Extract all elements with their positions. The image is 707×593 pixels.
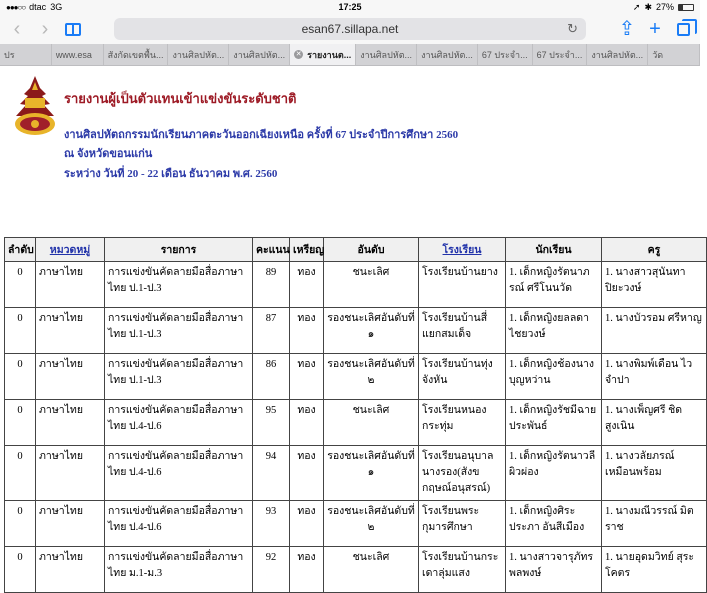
browser-tab[interactable]: งานศิลปหัต... — [356, 44, 417, 65]
location-icon: ➚ — [632, 1, 641, 12]
order-cell: 0 — [5, 501, 36, 547]
medal-cell: ทอง — [290, 501, 324, 547]
location-subtitle: ณ จังหวัดขอนแก่น — [64, 148, 153, 160]
teacher-cell: 1. นางพิมพ์เดือน ไวจำปา — [602, 354, 707, 400]
table-row — [5, 354, 707, 400]
score-cell: 92 — [253, 547, 290, 593]
col-header-teacher: ครู — [602, 238, 707, 262]
rank-cell: รองชนะเลิศอันดับที่ ๒ — [324, 501, 419, 547]
url-text: esan67.sillapa.net — [301, 22, 399, 36]
score-cell: 94 — [253, 446, 290, 501]
battery-percent: 27% — [655, 2, 674, 12]
bluetooth-icon: ✱ — [644, 1, 652, 12]
rank-cell: ชนะเลิศ — [324, 262, 419, 308]
medal-cell: ทอง — [290, 547, 324, 593]
col-header-rank: อันดับ — [324, 238, 419, 262]
student-cell: 1. นางสาวจารุภัทร พลพงษ์ — [506, 547, 602, 593]
item-cell: การแข่งขันคัดลายมือสื่อภาษาไทย ป.1-ป.3 — [105, 262, 253, 308]
table-row — [5, 501, 707, 547]
school-cell: โรงเรียนอนุบาลนางรอง(สังขกฤษณ์อนุสรณ์) — [419, 446, 506, 501]
student-cell: 1. เด็กหญิงช้องนาง บุญหว่าน — [506, 354, 602, 400]
medal-cell: ทอง — [290, 446, 324, 501]
category-cell: ภาษาไทย — [36, 354, 105, 400]
browser-tab[interactable]: www.esa — [52, 44, 104, 65]
new-tab-button[interactable]: + — [649, 18, 661, 40]
col-header-order: ลำดับ — [5, 238, 36, 262]
tabs-overview-button[interactable] — [672, 18, 694, 40]
report-header — [0, 66, 700, 180]
school-cell: โรงเรียนบ้านกระเดาลุ่มแสง — [419, 547, 506, 593]
tabs-icon — [677, 23, 690, 36]
browser-tab[interactable]: ปร — [0, 44, 52, 65]
col-header-score: คะแนน — [253, 238, 290, 262]
category-cell: ภาษาไทย — [36, 262, 105, 308]
col-header-item: รายการ — [105, 238, 253, 262]
rank-cell: รองชนะเลิศอันดับที่ ๑ — [324, 308, 419, 354]
score-cell: 93 — [253, 501, 290, 547]
score-cell: 89 — [253, 262, 290, 308]
browser-toolbar — [0, 14, 700, 44]
signal-icon: ●●●○○ — [6, 2, 26, 12]
score-cell: 87 — [253, 308, 290, 354]
network-label: 3G — [50, 2, 63, 12]
browser-tab[interactable]: งานศิลปหัต... — [587, 44, 648, 65]
school-cell: โรงเรียนบ้านทุ่งจังหัน — [419, 354, 506, 400]
logo-icon — [12, 74, 58, 138]
teacher-cell: 1. นางเพ็ญศรี ชิดสูงเนิน — [602, 400, 707, 446]
forward-button[interactable]: › — [41, 18, 49, 40]
browser-tab[interactable]: 67 ประจำ... — [478, 44, 533, 65]
col-header-school[interactable]: โรงเรียน — [419, 238, 506, 262]
col-header-student: นักเรียน — [506, 238, 602, 262]
order-cell: 0 — [5, 308, 36, 354]
browser-tab-active[interactable] — [290, 44, 356, 65]
item-cell: การแข่งขันคัดลายมือสื่อภาษาไทย ป.4-ป.6 — [105, 400, 253, 446]
reload-icon[interactable]: ↻ — [567, 21, 578, 36]
table-row — [5, 446, 707, 501]
score-cell: 95 — [253, 400, 290, 446]
address-bar[interactable] — [114, 18, 586, 40]
order-cell: 0 — [5, 262, 36, 308]
share-button[interactable]: ⇪ — [618, 18, 636, 40]
school-cell: โรงเรียนหนองกระทุ่ม — [419, 400, 506, 446]
item-cell: การแข่งขันคัดลายมือสื่อภาษาไทย ป.4-ป.6 — [105, 446, 253, 501]
item-cell: การแข่งขันคัดลายมือสื่อภาษาไทย ป.4-ป.6 — [105, 501, 253, 547]
teacher-cell: 1. นางมณีวรรณ์ มิตราช — [602, 501, 707, 547]
rank-cell: รองชนะเลิศอันดับที่ ๒ — [324, 354, 419, 400]
col-header-medal: เหรียญ — [290, 238, 324, 262]
student-cell: 1. เด็กหญิงรัตนาวลี ผิวผ่อง — [506, 446, 602, 501]
table-row — [5, 547, 707, 593]
item-cell: การแข่งขันคัดลายมือสื่อภาษาไทย ป.1-ป.3 — [105, 308, 253, 354]
table-row — [5, 400, 707, 446]
item-cell: การแข่งขันคัดลายมือสื่อภาษาไทย ป.1-ป.3 — [105, 354, 253, 400]
student-cell: 1. เด็กหญิงยลลดา ไชยวงษ์ — [506, 308, 602, 354]
browser-tab[interactable]: งานศิลปหัต... — [168, 44, 229, 65]
carrier-label: dtac — [29, 2, 47, 12]
order-cell: 0 — [5, 354, 36, 400]
medal-cell: ทอง — [290, 400, 324, 446]
rank-cell: รองชนะเลิศอันดับที่ ๑ — [324, 446, 419, 501]
medal-cell: ทอง — [290, 262, 324, 308]
tab-bar — [0, 44, 700, 66]
category-cell: ภาษาไทย — [36, 308, 105, 354]
score-cell: 86 — [253, 354, 290, 400]
medal-cell: ทอง — [290, 308, 324, 354]
student-cell: 1. เด็กหญิงรัชมีฉาย ประพันธ์ — [506, 400, 602, 446]
item-cell: การแข่งขันคัดลายมือสื่อภาษาไทย ม.1-ม.3 — [105, 547, 253, 593]
clock: 17:25 — [338, 2, 362, 12]
page-title: รายงานผู้เป็นตัวแทนเข้าแข่งขันระดับชาติ — [64, 91, 297, 106]
order-cell: 0 — [5, 400, 36, 446]
order-cell: 0 — [5, 446, 36, 501]
teacher-cell: 1. นางวลัยภรณ์ เหมือนพร้อม — [602, 446, 707, 501]
teacher-cell: 1. นางบัวรอม ศรีหาญ — [602, 308, 707, 354]
school-cell: โรงเรียนบ้านยาง — [419, 262, 506, 308]
category-cell: ภาษาไทย — [36, 547, 105, 593]
school-cell: โรงเรียนพระกุมารศึกษา — [419, 501, 506, 547]
status-bar — [0, 0, 700, 14]
rank-cell: ชนะเลิศ — [324, 547, 419, 593]
close-tab-icon[interactable]: ✕ — [295, 51, 302, 58]
table-row — [5, 308, 707, 354]
school-cell: โรงเรียนบ้านสี่แยกสมเด็จ — [419, 308, 506, 354]
date-subtitle: ระหว่าง วันที่ 20 - 22 เดือน ธันวาคม พ.ศ. 2560 — [64, 168, 278, 180]
col-header-category[interactable]: หมวดหมู่ — [36, 238, 105, 262]
book-icon — [65, 23, 81, 36]
table-header-row — [5, 238, 707, 262]
student-cell: 1. เด็กหญิงศิระประภา อันสีเมือง — [506, 501, 602, 547]
tab-title: รายงานต... — [307, 49, 352, 60]
back-button[interactable]: ‹ — [13, 18, 21, 40]
table-row — [5, 262, 707, 308]
category-cell: ภาษาไทย — [36, 446, 105, 501]
event-subtitle: งานศิลปหัตถกรรมนักเรียนภาคตะวันออกเฉียงเหนือ ครั้งที่ 67 ประจำปีการศึกษา 2560 — [64, 129, 459, 141]
teacher-cell: 1. นายอุดมวิทย์ สุระโคตร — [602, 547, 707, 593]
web-page — [0, 66, 702, 579]
browser-tab[interactable]: วัด — [648, 44, 700, 65]
browser-tab[interactable]: งานศิลปหัต... — [229, 44, 290, 65]
category-cell: ภาษาไทย — [36, 501, 105, 547]
medal-cell: ทอง — [290, 354, 324, 400]
browser-tab[interactable]: 67 ประจำ... — [533, 44, 588, 65]
student-cell: 1. เด็กหญิงรัตนาภรณ์ ศรีโนนวัด — [506, 262, 602, 308]
order-cell: 0 — [5, 547, 36, 593]
bookmarks-button[interactable] — [62, 18, 84, 40]
teacher-cell: 1. นางสาวสุนันทา ปิยะวงษ์ — [602, 262, 707, 308]
battery-icon — [678, 4, 694, 11]
category-cell: ภาษาไทย — [36, 400, 105, 446]
rank-cell: ชนะเลิศ — [324, 400, 419, 446]
browser-tab[interactable]: งานศิลปหัต... — [417, 44, 478, 65]
results-table — [4, 237, 707, 593]
browser-tab[interactable]: สังกัดเขตพื้น... — [104, 44, 169, 65]
